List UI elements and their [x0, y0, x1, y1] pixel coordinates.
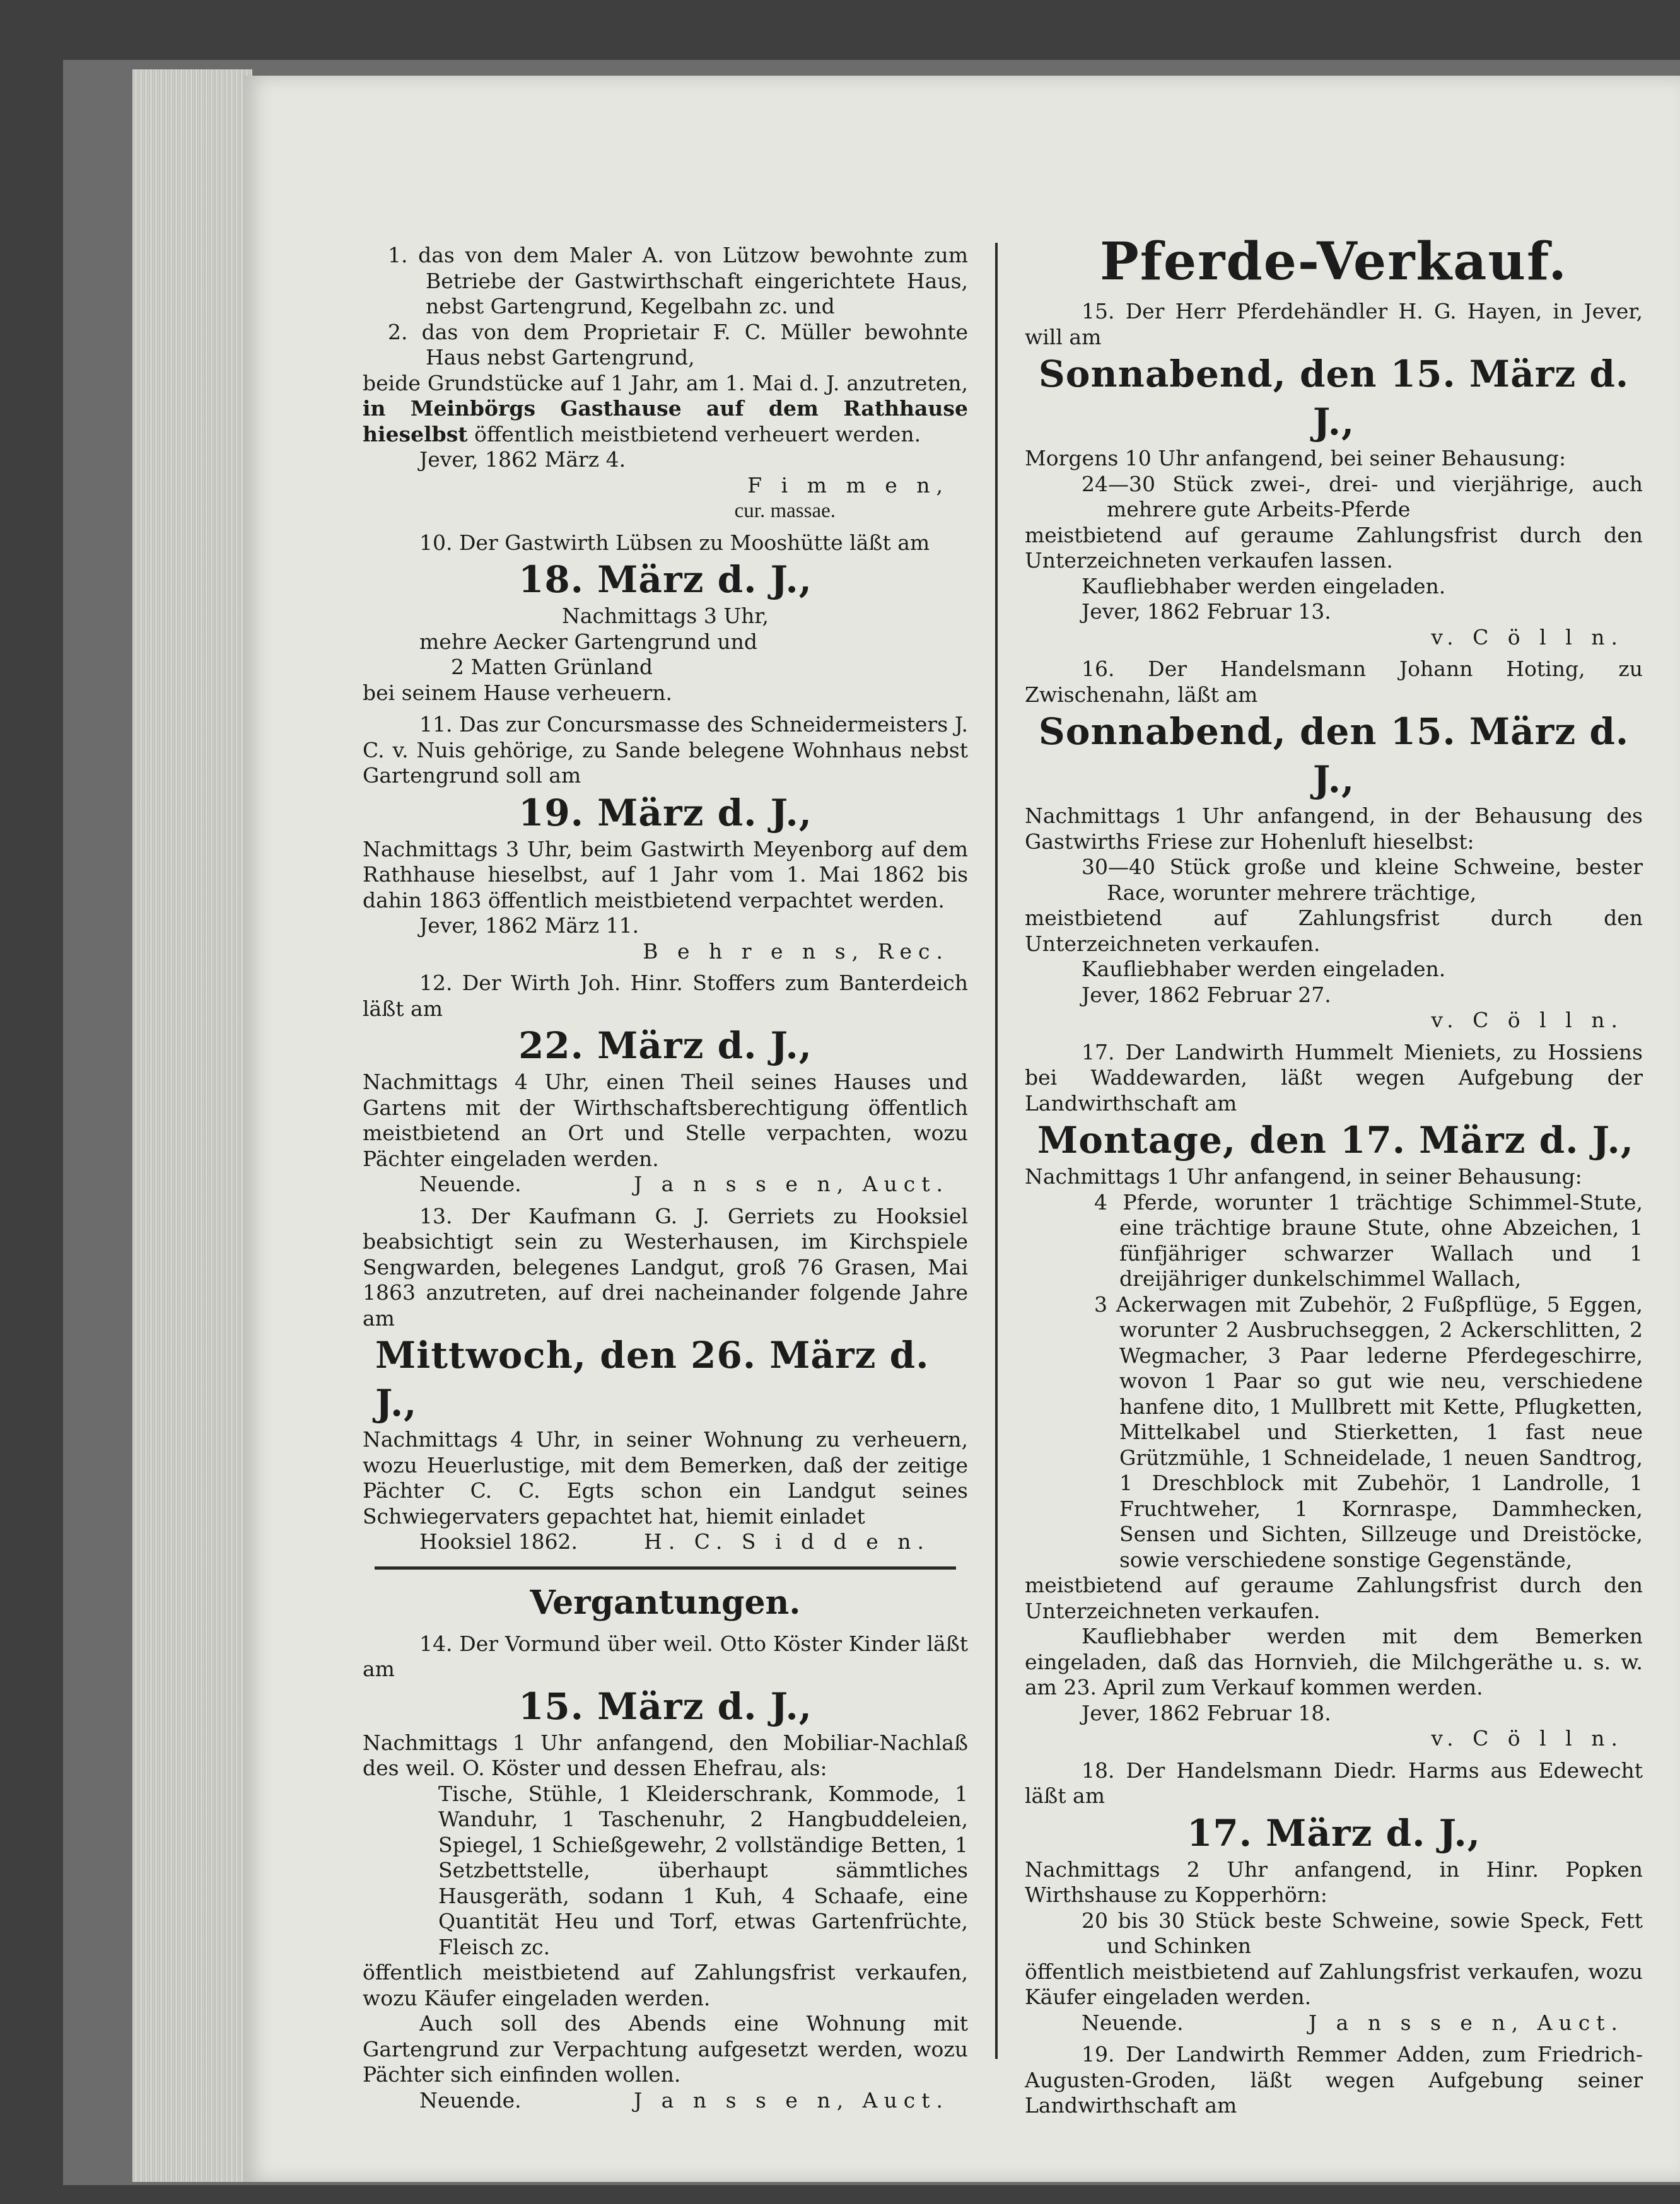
notice-18: 18. Der Handelsmann Diedr. Harms aus Edewecht läßt am — [1025, 1758, 1643, 1808]
signature-title: cur. massae. — [734, 499, 836, 522]
signature-fimmen: F i m m e n, — [747, 472, 949, 498]
notice-15-signature: v. C ö l l n. — [1431, 624, 1624, 650]
notice-16-sale: meistbietend auf Zahlungsfrist durch den Unterzeichneten verkaufen. — [1025, 906, 1643, 956]
notice-17-invite: Kaufliebhaber werden mit dem Bemerken eingeladen, daß das Hornvieh, die Milchgeräthe u. s. w. am 23. April zum Verkauf kommen werden. — [1025, 1624, 1643, 1700]
notice-18-date: 17. März d. J., — [1187, 1811, 1481, 1855]
notice-11-date: 19. März d. J., — [518, 791, 812, 834]
notice-10-time: Nachmittags 3 Uhr, — [561, 603, 769, 628]
notice-19: 19. Der Landwirth Remmer Adden, zum Friedrich-Augusten-Groden, läßt wegen Aufgebung seiner Landwirthschaft am — [1025, 2042, 1643, 2118]
notice-15-time: Morgens 10 Uhr anfangend, bei seiner Behausung: — [1025, 446, 1566, 470]
right-column — [1025, 227, 1643, 2119]
notice-16-signature: v. C ö l l n. — [1431, 1008, 1624, 1032]
item-1: 1. das von dem Maler A. von Lützow bewohnte zum Betriebe der Gastwirthschaft eingerichtete Haus, nebst Gartengrund, Kegelbahn zc. und — [388, 243, 968, 318]
notice-12-text: Nachmittags 4 Uhr, einen Theil seines Hauses und Gartens mit der Wirthschaftsberechtigung öffentlich meistbietend an Ort und Stelle verpachten, wozu Pächter eingeladen werden. — [363, 1070, 968, 1171]
notice-13: 13. Der Kaufmann G. J. Gerriets zu Hooksiel beabsichtigt sein zu Westerhausen, im Kirchspiele Sengwarden, belegenes Landgut, groß 76 Grasen, Mai 1863 anzutreten, auf drei nacheinander folgende Jahre am — [363, 1203, 968, 1331]
date-line: Jever, 1862 März 4. — [419, 447, 626, 472]
notice-15-sale: meistbietend auf geraume Zahlungsfrist durch den Unterzeichneten verkaufen lassen. — [1025, 522, 1643, 573]
notice-13-text: Nachmittags 4 Uhr, in seiner Wohnung zu verheuern, wozu Heuerlustige, mit dem Bemerken, daß der zeitige Pächter C. C. Egts schon ein Landgut seines Schwiegervaters gepachtet hat, hiemit einladet — [363, 1427, 968, 1529]
notice-18-signature: J a n s s e n, Auct. — [1308, 2010, 1624, 2035]
column-divider — [995, 243, 998, 2059]
notice-14-lease: Auch soll des Abends eine Wohnung mit Gartengrund zur Verpachtung aufgesetzt werden, wozu Pächter sich einfinden wollen. — [363, 2011, 968, 2087]
left-column — [363, 243, 968, 2113]
notice-10-item-a: mehre Aecker Gartengrund und — [419, 629, 758, 654]
headline-pferde-verkauf: Pferde-Verkauf. — [1100, 231, 1568, 292]
notice-15-dateline: Jever, 1862 Februar 13. — [1082, 599, 1331, 624]
notice-12-footer — [363, 1172, 968, 1198]
notice-10: 10. Der Gastwirth Lübsen zu Mooshütte läßt am — [419, 530, 930, 555]
notice-14-text: Nachmittags 1 Uhr anfangend, den Mobiliar-Nachlaß des weil. O. Köster und dessen Ehefrau, als: — [363, 1730, 968, 1780]
notice-11-signature: B e h r e n s, Rec. — [643, 938, 949, 964]
notice-17-equipment: 3 Ackerwagen mit Zubehör, 2 Fußpflüge, 5 Eggen, worunter 2 Ausbruchseggen, 2 Ackerschlitten, 2 Wegmacher, 3 Paar lederne Pferdegeschirre, wovon 1 Paar so gut wie neu, verschiedene hanfene dito, 1 Mullbrett mit Kette, Pflugketten, Mittelkabel und Stierketten, 1 fast neue Grützmühle, 1 Schneidelade, 1 neuen Sandtrog, 1 Dreschblock mit Zubehör, 1 Landrolle, 1 Fruchtweher, 1 Kornraspe, Dammhecken, Sensen und Sichten, Sillzeuge und Dreistöcke, sowie verschiedene sonstige Gegenstände, — [1094, 1291, 1643, 1572]
notice-14-sale: öffentlich meistbietend auf Zahlungsfrist verkaufen, wozu Käufer eingeladen werden. — [363, 1960, 968, 2010]
lease-location: in Meinbörgs Gasthause auf dem Rathhause hieselbst — [363, 396, 968, 446]
notice-15-invite: Kaufliebhaber werden eingeladen. — [1082, 573, 1446, 598]
notice-15-date: Sonnabend, den 15. März d. J., — [1038, 353, 1630, 443]
notice-13-footer — [363, 1529, 968, 1555]
lease-terms-a: beide Grundstücke auf 1 Jahr, am 1. Mai d. J. anzutreten, — [363, 370, 968, 395]
lease-terms-c: öffentlich meistbietend verheuert werden. — [474, 421, 921, 446]
notice-14-date: 15. März d. J., — [518, 1684, 812, 1728]
notice-14-items: Tische, Stühle, 1 Kleiderschrank, Kommode, 1 Wanduhr, 1 Taschenuhr, 2 Hangbuddeleien, Spiegel, 1 Schießgewehr, 2 vollständige Betten, 1 Setzbettstelle, überhaupt sämmtliches Hausgeräth, sodann 1 Kuh, 4 Schaafe, eine Quantität Heu und Torf, etwas Gartenfrüchte, Fleisch zc. — [438, 1781, 968, 1959]
notice-12-signature: J a n s s e n, Auct. — [633, 1172, 949, 1196]
notice-11-text: Nachmittags 3 Uhr, beim Gastwirth Meyenborg auf dem Rathhause hieselbst, auf 1 Jahr vom 1. Mai 1862 bis dahin 1863 öffentlich meistbietend verpachtet werden. — [363, 836, 968, 913]
notice-13-signature: H. C. S i d d e n. — [644, 1529, 930, 1554]
notice-17-horses: 4 Pferde, worunter 1 trächtige Schimmel-Stute, eine trächtige braune Stute, ohne Abzeichen, 1 fünfjähriger schwarzer Wallach und 1 dreijähriger dunkelschimmel Wallach, — [1094, 1189, 1643, 1291]
notice-17-dateline: Jever, 1862 Februar 18. — [1082, 1700, 1331, 1725]
notice-17-sale: meistbietend auf geraume Zahlungsfrist durch den Unterzeichneten verkaufen. — [1025, 1573, 1643, 1623]
notice-12-place: Neuende. — [419, 1172, 522, 1196]
notice-16: 16. Der Handelsmann Johann Hoting, zu Zwischenahn, läßt am — [1025, 656, 1643, 707]
notice-16-date: Sonnabend, den 15. März d. J., — [1038, 710, 1630, 801]
notice-10-text: bei seinem Hause verheuern. — [363, 680, 672, 705]
section-title-vergantungen: Vergantungen. — [530, 1583, 801, 1622]
notice-10-item-b: 2 Matten Grünland — [451, 655, 653, 679]
notice-16-invite: Kaufliebhaber werden eingeladen. — [1082, 957, 1446, 981]
notice-13-place: Hooksiel 1862. — [419, 1529, 578, 1554]
notice-15: 15. Der Herr Pferdehändler H. G. Hayen, in Jever, will am — [1025, 299, 1643, 349]
page-edges — [132, 69, 252, 2182]
notice-12-date: 22. März d. J., — [518, 1024, 812, 1067]
notice-18-footer — [1025, 2010, 1643, 2036]
notice-12: 12. Der Wirth Joh. Hinr. Stoffers zum Banterdeich läßt am — [363, 971, 968, 1021]
item-2: 2. das von dem Proprietair F. C. Müller bewohnte Haus nebst Gartengrund, — [388, 319, 968, 370]
notice-14: 14. Der Vormund über weil. Otto Köster Kinder läßt am — [363, 1631, 968, 1681]
notice-15-items: 24—30 Stück zwei-, drei- und vierjährige, auch mehrere gute Arbeits-Pferde — [1082, 471, 1643, 522]
notice-14-place: Neuende. — [419, 2087, 522, 2113]
notice-18-items: 20 bis 30 Stück beste Schweine, sowie Speck, Fett und Schinken — [1082, 1908, 1643, 1958]
notice-16-time: Nachmittags 1 Uhr anfangend, in der Behausung des Gastwirths Friese zur Hohenluft hieselbst: — [1025, 803, 1643, 854]
notice-14-signature: J a n s s e n, Auct. — [633, 2087, 949, 2113]
notice-11-dateline: Jever, 1862 März 11. — [419, 913, 639, 938]
notice-16-items: 30—40 Stück große und kleine Schweine, bester Race, worunter mehrere trächtige, — [1082, 854, 1643, 905]
notice-10-date: 18. März d. J., — [518, 558, 812, 601]
notice-17-signature: v. C ö l l n. — [1431, 1726, 1624, 1751]
notice-13-date: Mittwoch, den 26. März d. J., — [375, 1334, 930, 1425]
notice-17-date: Montage, den 17. März d. J., — [1037, 1119, 1634, 1162]
notice-16-dateline: Jever, 1862 Februar 27. — [1082, 982, 1331, 1007]
notice-18-time: Nachmittags 2 Uhr anfangend, in Hinr. Popken Wirthshause zu Kopperhörn: — [1025, 1857, 1643, 1907]
notice-11: 11. Das zur Concursmasse des Schneidermeisters J. C. v. Nuis gehörige, zu Sande belegene Wohnhaus nebst Gartengrund soll am — [363, 712, 968, 788]
notice-14-footer — [363, 2088, 968, 2114]
notice-18-place: Neuende. — [1082, 2010, 1184, 2035]
notice-18-sale: öffentlich meistbietend auf Zahlungsfrist verkaufen, wozu Käufer eingeladen werden. — [1025, 1959, 1643, 2009]
section-rule — [375, 1566, 956, 1570]
notice-17: 17. Der Landwirth Hummelt Mieniets, zu Hossiens bei Waddewarden, läßt wegen Aufgebung der Landwirthschaft am — [1025, 1039, 1643, 1116]
lease-terms — [363, 371, 968, 448]
notice-17-time: Nachmittags 1 Uhr anfangend, in seiner Behausung: — [1025, 1164, 1582, 1189]
